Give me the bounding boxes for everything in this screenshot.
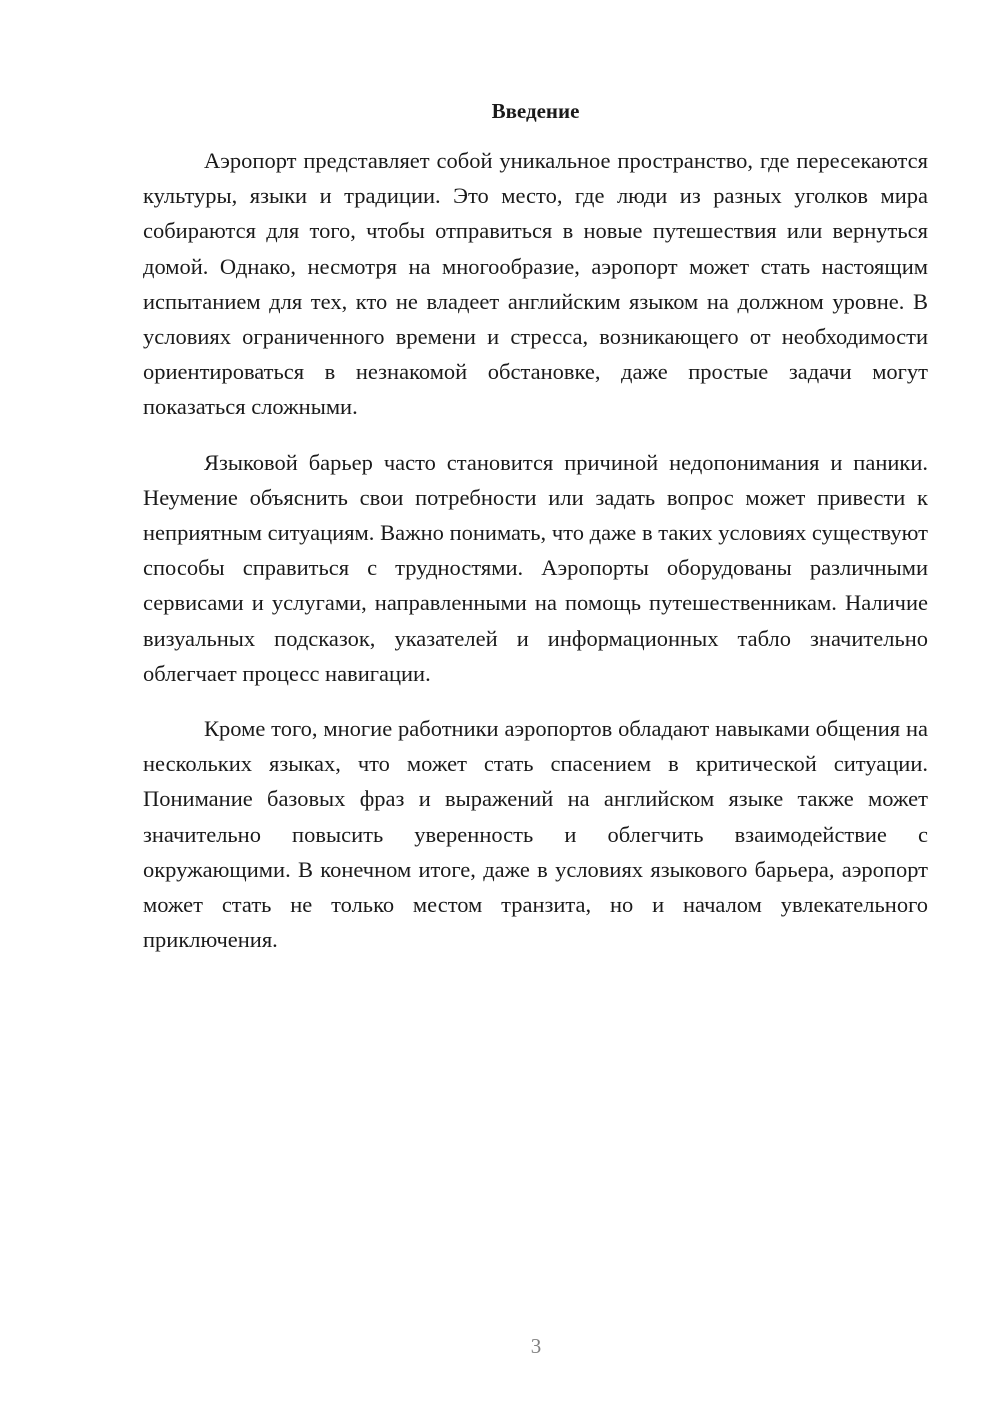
paragraph-1: Аэропорт представляет собой уникальное пространство, где пересекаются культуры, языки и традиции. Это место, где люди из разных уголков мира собираются для того, чтобы отправиться в новые путешествия или вернуться домой. Однако, несмотря на многообразие, аэропорт может стать настоящим испытанием для тех, кто не владеет английским языком на должном уровне. В условиях ограниченного времени и стресса, возникающего от необходимости ориентироваться в незнакомой обстановке, даже простые задачи могут показаться сложными. <box>143 148 928 420</box>
page-number: 3 <box>530 1334 542 1358</box>
section-title: Введение <box>491 99 580 123</box>
paragraph-3: Кроме того, многие работники аэропортов обладают навыками общения на нескольких языках, что может стать спасением в критической ситуации. Понимание базовых фраз и выражений на английском языке также может значительно повысить уверенность и облегчить взаимодействие с окружающими. В конечном итоге, даже в условиях языкового барьера, аэропорт может стать не только местом транзита, но и началом увлекательного приключения. <box>143 716 928 953</box>
paragraph-2: Языковой барьер часто становится причиной недопонимания и паники. Неумение объяснить свои потребности или задать вопрос может привести к неприятным ситуациям. Важно понимать, что даже в таких условиях существуют способы справиться с трудностями. Аэропорты оборудованы различными сервисами и услугами, направленными на помощь путешественникам. Наличие визуальных подсказок, указателей и информационных табло значительно облегчает процесс навигации. <box>143 449 928 686</box>
document-body <box>143 143 928 977</box>
